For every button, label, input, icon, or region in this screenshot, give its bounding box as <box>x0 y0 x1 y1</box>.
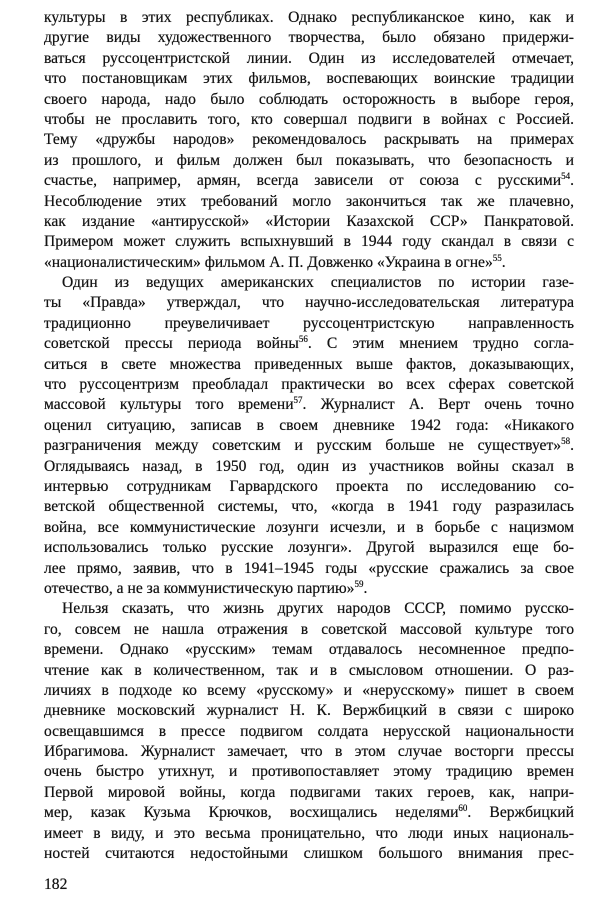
footnote-reference: 55 <box>492 252 502 263</box>
text-line <box>44 599 574 619</box>
text-line <box>44 497 574 517</box>
line-text: Нельзя сказать, что жизнь других народов СССР, помимо русско- <box>62 600 574 618</box>
text-line <box>44 110 574 130</box>
text-line <box>44 395 574 415</box>
footnote-reference: 56 <box>298 334 308 345</box>
text-line <box>44 293 574 313</box>
line-text: Несоблюдение этих требований могло закончиться так же плачевно, <box>44 192 574 210</box>
line-text: чтобы не прославить того, кто совершал подвиги в войнах с Россией. <box>44 110 574 128</box>
line-text: очень быстро утихнут, и противопоставляет этому традицию времен <box>44 763 574 781</box>
text-line <box>44 436 574 456</box>
line-text-continuation: . Журналист А. Верт очень точно <box>302 396 574 414</box>
page-number: 182 <box>44 876 68 893</box>
text-line <box>44 8 574 28</box>
text-line <box>44 579 574 599</box>
line-text: времени. Однако «русским» темам отдавалось несомненное предпо- <box>44 641 574 659</box>
text-line <box>44 742 574 762</box>
footnote-reference: 54 <box>561 171 571 182</box>
text-line <box>44 681 574 701</box>
text-line <box>44 273 574 293</box>
text-line <box>44 171 574 191</box>
line-text: Примером может служить вспыхнувший в 1944 году скандал в связи с <box>44 233 574 251</box>
line-text: Один из ведущих американских специалистов по истории газе- <box>62 274 574 292</box>
text-line <box>44 69 574 89</box>
line-text-continuation: . <box>363 579 368 597</box>
line-text: освещавшимся в прессе подвигом солдата нерусской национальности <box>44 722 574 740</box>
line-text: как издание «антирусской» «Истории Казахской ССР» Панкратовой. <box>44 212 574 230</box>
line-text: интервью сотрудникам Гарвардского проекта по исследованию со- <box>44 477 574 495</box>
line-text: счастье, например, армян, всегда зависели от союза с русскими <box>44 172 562 190</box>
line-text: Ибрагимова. Журналист замечает, что в этом случае восторги прессы <box>44 743 574 761</box>
line-text: Оглядываясь назад, в 1950 год, один из участников войны сказал в <box>44 457 574 475</box>
line-text-continuation: . <box>501 253 506 271</box>
text-line <box>44 824 574 844</box>
text-line <box>44 90 574 110</box>
text-line <box>44 640 574 660</box>
line-text: ностей считаются недостойными слишком большого внимания прес- <box>44 845 574 863</box>
text-line <box>44 518 574 538</box>
text-line <box>44 844 574 864</box>
line-text: своего народа, надо было соблюдать осторожность в выборе героя, <box>44 90 574 108</box>
text-line <box>44 28 574 48</box>
line-text: Тему «дружбы народов» рекомендовалось раскрывать на примерах <box>44 131 574 149</box>
text-line <box>44 559 574 579</box>
line-text: Первой мировой войны, когда подвигами таких героев, как, напри- <box>44 783 574 801</box>
line-text-continuation: . <box>570 172 574 190</box>
text-line <box>44 355 574 375</box>
text-line <box>44 314 574 334</box>
line-text: отечество, а не за коммунистическую партию» <box>44 579 355 597</box>
text-line <box>44 49 574 69</box>
text-line <box>44 457 574 477</box>
text-line <box>44 783 574 803</box>
line-text: ваться руссоцентристской линии. Один из исследователей отмечает, <box>44 49 574 67</box>
line-text-continuation: . <box>570 437 574 455</box>
text-line <box>44 620 574 640</box>
footnote-reference: 60 <box>458 803 468 814</box>
text-line <box>44 762 574 782</box>
line-text: культуры в этих республиках. Однако республиканское кино, как и <box>44 9 574 26</box>
line-text: разграничения между советским и русским больше не существует» <box>44 437 562 455</box>
text-line <box>44 722 574 742</box>
line-text: лее прямо, заявив, что в 1941–1945 годы «русские сражались за свое <box>44 559 574 577</box>
text-line <box>44 130 574 150</box>
text-line <box>44 375 574 395</box>
line-text: советской прессы периода войны <box>44 335 299 353</box>
text-line <box>44 151 574 171</box>
line-text-continuation: . Вержбицкий <box>467 804 574 822</box>
text-line <box>44 334 574 354</box>
text-line <box>44 212 574 232</box>
line-text: имеет в виду, и это весьма проницательно, что люди иных националь- <box>44 824 574 842</box>
text-line <box>44 538 574 558</box>
text-line <box>44 232 574 252</box>
footnote-reference: 57 <box>293 395 303 406</box>
line-text: оценил ситуацию, записав в своем дневнике 1942 года: «Никакого <box>44 416 574 434</box>
line-text: другие виды художественного творчества, было обязано придержи- <box>44 29 574 47</box>
text-line <box>44 661 574 681</box>
text-line <box>44 416 574 436</box>
text-line <box>44 803 574 823</box>
line-text: чтение как в количественном, так и в смысловом отношении. О раз- <box>44 661 574 679</box>
line-text: война, все коммунистические лозунги исчезли, и в борьбе с нацизмом <box>44 518 574 536</box>
footnote-reference: 58 <box>561 436 571 447</box>
line-text: дневнике московский журналист Н. К. Вержбицкий в связи с широко <box>44 702 574 720</box>
text-line <box>44 701 574 721</box>
line-text: мер, казак Кузьма Крючков, восхищались неделями <box>44 804 459 822</box>
footnote-reference: 59 <box>354 578 364 589</box>
line-text: что постановщикам этих фильмов, воспевающих воинские традиции <box>44 70 574 88</box>
text-line <box>44 192 574 212</box>
line-text: из прошлого, и фильм должен был показывать, что безопасность и <box>44 151 574 169</box>
text-line <box>44 253 574 273</box>
line-text-continuation: . С этим мнением трудно согла- <box>307 335 574 353</box>
line-text: что руссоцентризм преобладал практически во всех сферах советской <box>44 376 574 394</box>
line-text: го, совсем не нашла отражения в советской массовой культуре того <box>44 620 574 638</box>
line-text: традиционно преувеличивает руссоцентристскую направленность <box>44 314 574 332</box>
line-text: «националистическим» фильмом А. П. Довженко «Украина в огне» <box>44 253 493 271</box>
line-text: массовой культуры того времени <box>44 396 294 414</box>
line-text: личиях в подходе ко всему «русскому» и «нерусскому» пишет в своем <box>44 681 574 699</box>
text-line <box>44 477 574 497</box>
line-text: ситься в свете множества приведенных выше фактов, доказывающих, <box>44 355 574 373</box>
page-body-text <box>44 8 574 864</box>
line-text: ветской общественной системы, что, «когда в 1941 году разразилась <box>44 498 574 516</box>
line-text: ты «Правда» утверждал, что научно-исследовательская литература <box>44 294 574 312</box>
line-text: использовались только русские лозунги». Другой выразился еще бо- <box>44 539 574 557</box>
